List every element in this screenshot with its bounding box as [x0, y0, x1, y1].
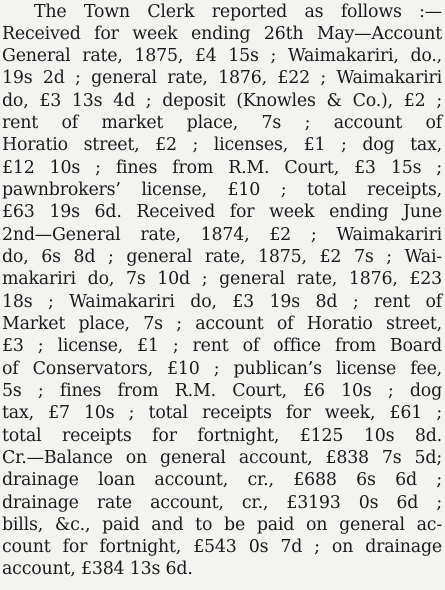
text-line: 18s ; Waimakariri do, £3 19s 8d ; rent of — [2, 292, 442, 312]
text-line: of Conservators, £10 ; publican’s license fee, — [2, 359, 442, 379]
text-line: pawnbrokers’ license, £10 ; total receipts, — [2, 180, 442, 200]
text-line: bills, &c., paid and to be paid on general ac- — [2, 515, 442, 535]
text-line: makariri do, 7s 10d ; general rate, 1876, £23 — [2, 269, 442, 289]
text-line: count for fortnight, £543 0s 7d ; on drainage — [2, 537, 442, 557]
text-line: Horatio street, £2 ; licenses, £1 ; dog tax, — [2, 135, 442, 155]
text-line: General rate, 1875, £4 15s ; Waimakariri, do., — [2, 46, 442, 66]
text-line: The Town Clerk reported as follows :— — [34, 2, 442, 22]
text-line: £63 19s 6d. Received for week ending June — [2, 202, 442, 222]
text-line: drainage rate account, cr., £3193 0s 6d ; — [2, 493, 442, 513]
text-line: tax, £7 10s ; total receipts for week, £61 ; — [2, 403, 442, 423]
text-line: Market place, 7s ; account of Horatio street, — [2, 314, 442, 334]
text-line: total receipts for fortnight, £125 10s 8d. — [2, 426, 442, 446]
text-line: 19s 2d ; general rate, 1876, £22 ; Waimakariri — [2, 68, 442, 88]
text-line: do, £3 13s 4d ; deposit (Knowles & Co.), £2 ; — [2, 91, 442, 111]
text-line: Cr.—Balance on general account, £838 7s 5d; — [2, 448, 442, 468]
text-line: account, £384 13s 6d. — [2, 559, 193, 579]
text-line: Received for week ending 26th May—Account — [2, 24, 442, 44]
text-line: £12 10s ; fines from R.M. Court, £3 15s ; — [2, 158, 442, 178]
text-line: rent of market place, 7s ; account of — [2, 113, 442, 133]
text-line: 5s ; fines from R.M. Court, £6 10s ; dog — [2, 381, 442, 401]
text-line: 2nd—General rate, 1874, £2 ; Waimakariri — [2, 225, 442, 245]
text-line: do, 6s 8d ; general rate, 1875, £2 7s ; Wai- — [2, 247, 442, 267]
text-line: drainage loan account, cr., £688 6s 6d ; — [2, 470, 442, 490]
text-line: £3 ; license, £1 ; rent of office from Board — [2, 336, 442, 356]
